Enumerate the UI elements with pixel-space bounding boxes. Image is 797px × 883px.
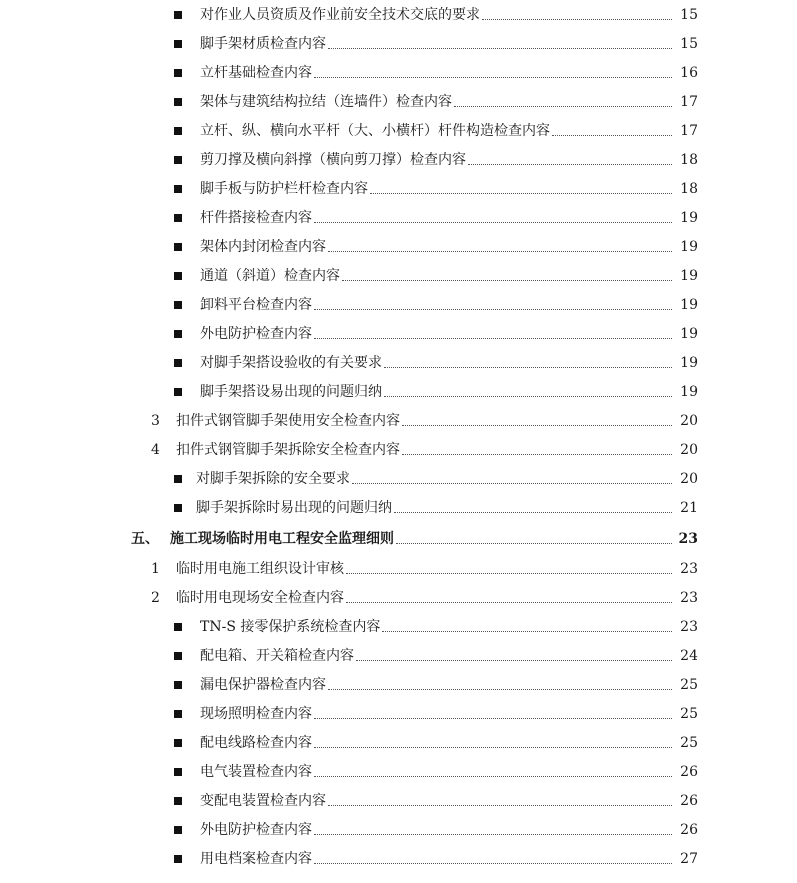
- toc-entry-page: 23: [678, 531, 698, 547]
- toc-entry-number: 3: [151, 413, 160, 429]
- dot-leader: [394, 512, 672, 513]
- toc-entry-title: 脚手板与防护栏杆检查内容: [200, 181, 368, 197]
- toc-entry-page: 19: [680, 210, 698, 226]
- toc-entry-page: 26: [680, 822, 698, 838]
- toc-entry[interactable]: [0, 495, 797, 519]
- toc-entry[interactable]: [0, 292, 797, 316]
- toc-entry-body: [176, 412, 698, 430]
- bullet-square-icon: [174, 768, 182, 776]
- toc-entry-page: 23: [680, 590, 698, 606]
- dot-leader: [346, 602, 672, 603]
- bullet-square-icon: [174, 301, 182, 309]
- dot-leader: [314, 863, 672, 864]
- toc-entry-title: TN-S 接零保护系统检查内容: [200, 619, 381, 635]
- toc-entry-title: 漏电保护器检查内容: [200, 677, 326, 693]
- bullet-square-icon: [174, 475, 182, 483]
- dot-leader: [328, 689, 672, 690]
- toc-entry[interactable]: [0, 788, 797, 812]
- toc-entry[interactable]: [0, 89, 797, 113]
- toc-entry-page: 19: [680, 239, 698, 255]
- toc-entry-title: 对作业人员资质及作业前安全技术交底的要求: [200, 7, 480, 23]
- toc-entry-page: 19: [680, 355, 698, 371]
- dot-leader: [314, 309, 672, 310]
- toc-entry-title: 配电箱、开关箱检查内容: [200, 648, 354, 664]
- toc-entry-body: [196, 499, 698, 517]
- toc-entry[interactable]: [0, 759, 797, 783]
- dot-leader: [328, 251, 672, 252]
- toc-entry-body: [200, 209, 698, 227]
- toc-entry-number: 2: [151, 590, 160, 606]
- toc-entry-page: 18: [680, 181, 698, 197]
- dot-leader: [314, 747, 672, 748]
- toc-entry[interactable]: [0, 147, 797, 171]
- toc-entry-body: [200, 151, 698, 169]
- toc-entry-body: [176, 560, 698, 578]
- dot-leader: [314, 338, 672, 339]
- toc-entry-body: [200, 734, 698, 752]
- bullet-square-icon: [174, 272, 182, 280]
- toc-entry-body: [200, 705, 698, 723]
- toc-entry-title: 外电防护检查内容: [200, 326, 312, 342]
- toc-entry-number: 4: [151, 442, 160, 458]
- toc-entry-page: 15: [680, 36, 698, 52]
- toc-entry-body: [200, 850, 698, 868]
- toc-entry[interactable]: [0, 350, 797, 374]
- toc-entry-body: [200, 647, 698, 665]
- toc-entry-body: [200, 93, 698, 111]
- toc-entry[interactable]: [0, 205, 797, 229]
- toc-entry-page: 21: [680, 500, 698, 516]
- toc-entry[interactable]: [0, 556, 797, 580]
- toc-entry-body: [200, 267, 698, 285]
- toc-entry-page: 25: [680, 706, 698, 722]
- bullet-square-icon: [174, 388, 182, 396]
- toc-entry[interactable]: [0, 379, 797, 403]
- bullet-square-icon: [174, 739, 182, 747]
- toc-entry-body: [200, 354, 698, 372]
- bullet-square-icon: [174, 243, 182, 251]
- toc-entry-page: 18: [680, 152, 698, 168]
- toc-entry-page: 24: [680, 648, 698, 664]
- toc-entry-title: 脚手架拆除时易出现的问题归纳: [196, 500, 392, 516]
- toc-entry[interactable]: [0, 60, 797, 84]
- toc-entry[interactable]: [0, 614, 797, 638]
- toc-entry-page: 23: [680, 561, 698, 577]
- toc-entry-body: [200, 325, 698, 343]
- toc-chapter-number: 五、: [131, 531, 159, 547]
- toc-entry-page: 19: [680, 326, 698, 342]
- bullet-square-icon: [174, 127, 182, 135]
- toc-entry-body: [200, 618, 698, 636]
- dot-leader: [402, 425, 672, 426]
- toc-entry-page: 26: [680, 793, 698, 809]
- toc-entry-body: [200, 763, 698, 781]
- dot-leader: [314, 776, 672, 777]
- toc-entry-body: [176, 589, 698, 607]
- dot-leader: [482, 19, 672, 20]
- bullet-square-icon: [174, 797, 182, 805]
- bullet-square-icon: [174, 855, 182, 863]
- toc-entry[interactable]: [0, 643, 797, 667]
- toc-entry-page: 16: [680, 65, 698, 81]
- bullet-square-icon: [174, 156, 182, 164]
- dot-leader: [384, 396, 672, 397]
- dot-leader: [328, 48, 672, 49]
- toc-entry-page: 20: [680, 442, 698, 458]
- toc-chapter-title: 施工现场临时用电工程安全监理细则: [170, 531, 394, 547]
- bullet-square-icon: [174, 69, 182, 77]
- bullet-square-icon: [174, 330, 182, 338]
- toc-entry[interactable]: [0, 408, 797, 432]
- toc-entry-page: 17: [680, 123, 698, 139]
- toc-entry-title: 变配电装置检查内容: [200, 793, 326, 809]
- toc-entry-body: [200, 122, 698, 140]
- toc-entry-title: 外电防护检查内容: [200, 822, 312, 838]
- toc-entry-page: 26: [680, 764, 698, 780]
- toc-entry[interactable]: [0, 672, 797, 696]
- toc-entry-page: 20: [680, 413, 698, 429]
- toc-entry[interactable]: [0, 701, 797, 725]
- toc-entry-body: [200, 792, 698, 810]
- toc-entry-body: [200, 180, 698, 198]
- toc-entry-title: 杆件搭接检查内容: [200, 210, 312, 226]
- bullet-square-icon: [174, 710, 182, 718]
- toc-entry-title: 架体与建筑结构拉结（连墙件）检查内容: [200, 94, 452, 110]
- toc-entry-body: [176, 441, 698, 459]
- toc-entry-title: 临时用电施工组织设计审核: [176, 561, 344, 577]
- toc-entry-body: [200, 6, 698, 24]
- toc-entry-title: 脚手架搭设易出现的问题归纳: [200, 384, 382, 400]
- toc-entry-page: 25: [680, 677, 698, 693]
- toc-entry[interactable]: [0, 437, 797, 461]
- toc-entry[interactable]: [0, 118, 797, 142]
- dot-leader: [384, 367, 672, 368]
- dot-leader: [468, 164, 672, 165]
- dot-leader: [454, 106, 672, 107]
- toc-entry-title: 配电线路检查内容: [200, 735, 312, 751]
- toc-entry-title: 剪刀撑及横向斜撑（横向剪刀撑）检查内容: [200, 152, 466, 168]
- dot-leader: [346, 573, 672, 574]
- toc-entry[interactable]: [0, 321, 797, 345]
- bullet-square-icon: [174, 681, 182, 689]
- toc-entry-page: 23: [680, 619, 698, 635]
- bullet-square-icon: [174, 623, 182, 631]
- dot-leader: [314, 718, 672, 719]
- dot-leader: [328, 805, 672, 806]
- toc-entry-title: 电气装置检查内容: [200, 764, 312, 780]
- dot-leader: [314, 834, 672, 835]
- bullet-square-icon: [174, 826, 182, 834]
- toc-entry-title: 对脚手架搭设验收的有关要求: [200, 355, 382, 371]
- bullet-square-icon: [174, 214, 182, 222]
- dot-leader: [356, 660, 672, 661]
- toc-entry[interactable]: [0, 31, 797, 55]
- bullet-square-icon: [174, 652, 182, 660]
- bullet-square-icon: [174, 40, 182, 48]
- dot-leader: [314, 222, 672, 223]
- toc-entry-page: 17: [680, 94, 698, 110]
- toc-entry-body: [200, 64, 698, 82]
- toc-entry-body: [170, 530, 698, 548]
- toc-entry[interactable]: [0, 176, 797, 200]
- toc-entry-page: 19: [680, 268, 698, 284]
- toc-entry[interactable]: [0, 730, 797, 754]
- toc-entry-body: [200, 238, 698, 256]
- bullet-square-icon: [174, 185, 182, 193]
- toc-entry[interactable]: [0, 466, 797, 490]
- toc-entry-title: 对脚手架拆除的安全要求: [196, 471, 350, 487]
- bullet-square-icon: [174, 359, 182, 367]
- dot-leader: [352, 483, 672, 484]
- toc-entry-title: 临时用电现场安全检查内容: [176, 590, 344, 606]
- toc-entry-title: 现场照明检查内容: [200, 706, 312, 722]
- toc-entry-body: [200, 35, 698, 53]
- dot-leader: [370, 193, 672, 194]
- toc-entry[interactable]: [0, 585, 797, 609]
- toc-entry-page: 19: [680, 384, 698, 400]
- dot-leader: [402, 454, 672, 455]
- toc-entry[interactable]: [0, 263, 797, 287]
- toc-entry-title: 扣件式钢管脚手架拆除安全检查内容: [176, 442, 400, 458]
- toc-entry-title: 通道（斜道）检查内容: [200, 268, 340, 284]
- bullet-square-icon: [174, 11, 182, 19]
- toc-entry-body: [196, 470, 698, 488]
- dot-leader: [552, 135, 672, 136]
- toc-entry-page: 25: [680, 735, 698, 751]
- toc-entry-number: 1: [151, 561, 160, 577]
- toc-entry-title: 扣件式钢管脚手架使用安全检查内容: [176, 413, 400, 429]
- toc-entry-title: 用电档案检查内容: [200, 851, 312, 867]
- toc-entry-title: 立杆、纵、横向水平杆（大、小横杆）杆件构造检查内容: [200, 123, 550, 139]
- bullet-square-icon: [174, 98, 182, 106]
- toc-entry-body: [200, 821, 698, 839]
- toc-entry-body: [200, 383, 698, 401]
- dot-leader: [314, 77, 672, 78]
- dot-leader: [396, 543, 672, 544]
- dot-leader: [382, 631, 672, 632]
- toc-entry-title: 脚手架材质检查内容: [200, 36, 326, 52]
- toc-entry[interactable]: [0, 2, 797, 26]
- toc-entry-body: [200, 296, 698, 314]
- toc-entry-page: 15: [680, 7, 698, 23]
- toc-entry-title: 卸料平台检查内容: [200, 297, 312, 313]
- toc-entry-title: 架体内封闭检查内容: [200, 239, 326, 255]
- toc-entry[interactable]: [0, 234, 797, 258]
- bullet-square-icon: [174, 504, 182, 512]
- toc-entry[interactable]: [0, 817, 797, 841]
- toc-entry-body: [200, 676, 698, 694]
- toc-entry[interactable]: [0, 846, 797, 870]
- toc-entry-page: 27: [680, 851, 698, 867]
- toc-entry-title: 立杆基础检查内容: [200, 65, 312, 81]
- toc-chapter-entry[interactable]: [0, 526, 797, 550]
- toc-entry-page: 19: [680, 297, 698, 313]
- dot-leader: [342, 280, 672, 281]
- toc-entry-page: 20: [680, 471, 698, 487]
